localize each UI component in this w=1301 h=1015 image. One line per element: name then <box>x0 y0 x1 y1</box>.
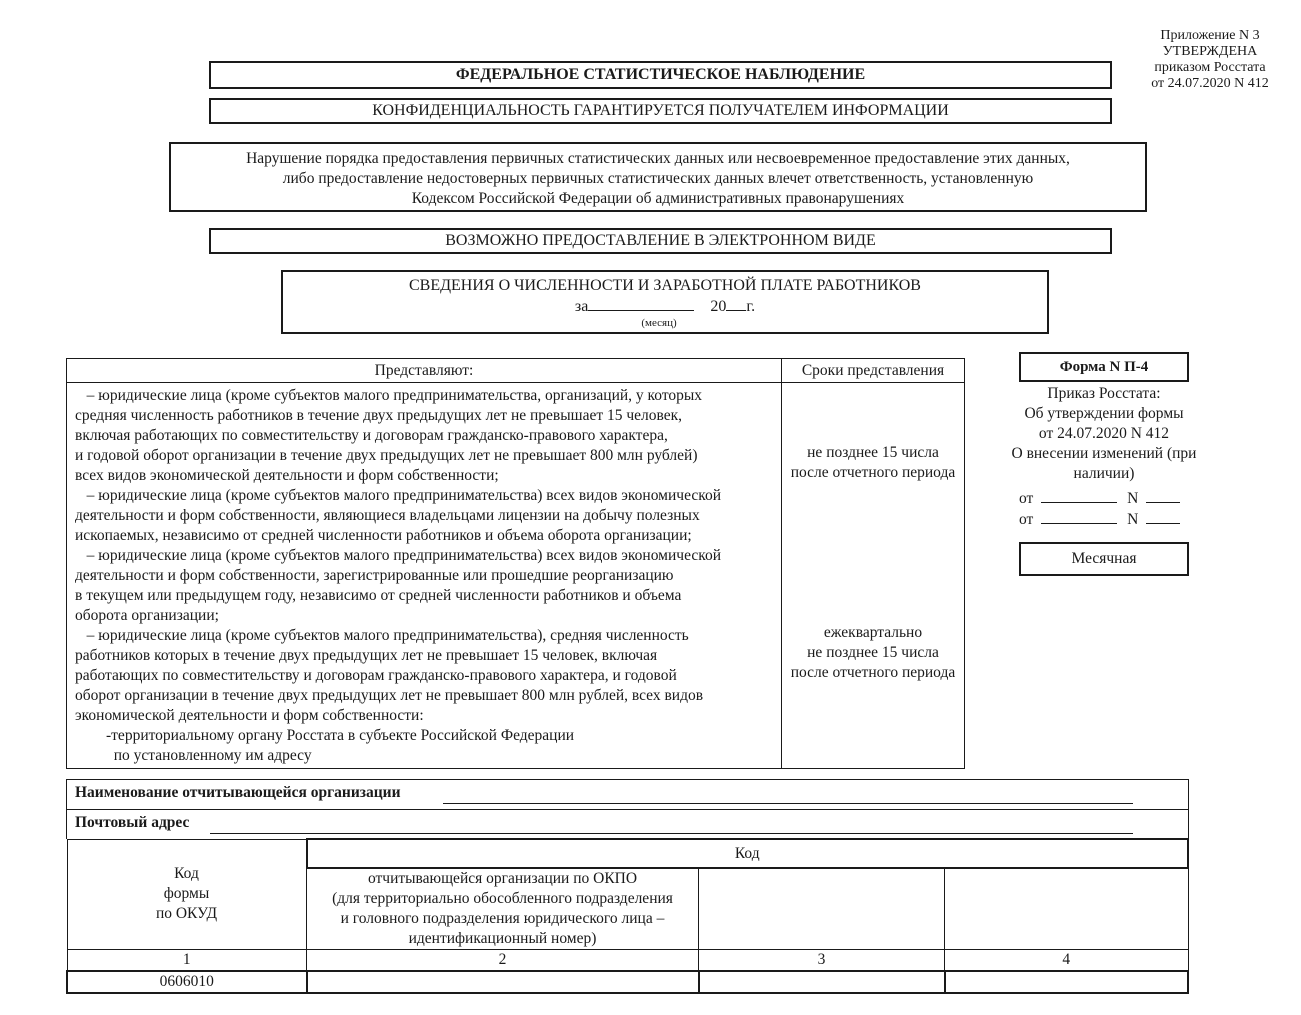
amendment-row-1 <box>1019 488 1189 509</box>
federal-observation-banner <box>209 61 1112 89</box>
who-submits-line: работников которых в течение двух предыдущих лет не превышает 15 человек, включая <box>75 647 658 664</box>
who-submits-line: – юридические лица (кроме субъектов малого предпринимательства) всех видов экономической <box>75 487 721 504</box>
periodicity-box <box>1019 542 1189 576</box>
code-header-cell: Код <box>307 839 1189 868</box>
deadline1-line2: после отчетного периода <box>790 464 956 481</box>
electronic-submission-banner <box>209 228 1112 254</box>
who-submits-line: в текущем или предыдущем году, независимо от средней численности работников и объема <box>75 587 682 604</box>
who-submits-line: деятельности и форм собственности, зарегистрированные или прошедшие реорганизацию <box>75 567 674 584</box>
code-col3-header <box>699 868 945 950</box>
okud-line-2: формы <box>163 885 210 903</box>
confidentiality-banner <box>209 98 1112 124</box>
amendment-number-field-2[interactable] <box>1146 509 1180 524</box>
who-submits-line: – юридические лица (кроме субъектов малого предпринимательства) всех видов экономической <box>75 547 721 564</box>
okpo-line-2: (для территориально обособленного подразделения <box>332 890 673 907</box>
postal-address-field[interactable] <box>210 833 1133 834</box>
who-submits-line: экономической деятельности и форм собственности: <box>75 707 424 724</box>
col-number-4: 4 <box>945 950 1189 972</box>
approval-line-1: Приложение N 3 <box>1160 28 1260 43</box>
amendment-fields <box>1019 488 1189 530</box>
org-name-field[interactable] <box>443 803 1133 804</box>
org-name-row <box>67 780 1188 810</box>
header-deadline: Сроки представления <box>782 359 965 383</box>
col-number-2: 2 <box>307 950 699 972</box>
who-submits-line: – юридические лица (кроме субъектов малого предпринимательства), средняя численность <box>75 627 689 644</box>
approval-stamp <box>1120 28 1300 92</box>
amendment-ot-label: от <box>1019 511 1034 528</box>
approval-line-4: от 24.07.2020 N 412 <box>1151 76 1269 91</box>
who-submits-line: средняя численность работников в течение двух предыдущих лет не превышает 15 человек, <box>75 407 683 424</box>
who-submits-line: оборота организации; <box>75 607 219 624</box>
year-suffix: г. <box>746 298 756 315</box>
changes-line-2: наличии) <box>1073 465 1135 482</box>
who-submits-line: – юридические лица (кроме субъектов малого предпринимательства, организаций, у которых <box>75 387 703 404</box>
year-prefix: 20 <box>710 298 727 315</box>
liability-warning-box <box>169 142 1147 212</box>
organization-section <box>66 779 1189 839</box>
who-submits-line: и годовой оборот организации в течение двух предыдущих лет не превышает 800 млн рублей) <box>75 447 698 464</box>
code-table <box>66 838 1189 994</box>
deadline2-line3: после отчетного периода <box>790 664 956 681</box>
okpo-line-1: отчитывающейся организации по ОКПО <box>367 870 638 887</box>
code-col4-value-field[interactable] <box>945 971 1189 993</box>
amendment-date-field-2[interactable] <box>1041 509 1117 524</box>
amendment-number-field-1[interactable] <box>1146 488 1180 503</box>
code-col3-value-field[interactable] <box>699 971 945 993</box>
year-field[interactable] <box>726 296 746 311</box>
warning-line-1: Нарушение порядка предоставления первичных статистических данных или несвоевременное предоставление этих данных, <box>246 150 1070 167</box>
approval-line-3: приказом Росстата <box>1154 60 1266 75</box>
okpo-line-4: идентификационный номер) <box>408 930 597 947</box>
postal-address-row <box>67 810 1188 839</box>
approval-line-2: УТВЕРЖДЕНА <box>1162 44 1258 59</box>
header-who-submits: Представляют: <box>67 359 782 383</box>
report-period-line <box>283 296 1047 317</box>
amendment-n-label: N <box>1127 490 1139 507</box>
who-submits-line: по установленному им адресу <box>75 747 312 764</box>
who-submits-line: деятельности и форм собственности, являющиеся владельцами лицензии на добычу полезных <box>75 507 700 524</box>
okud-line-3: по ОКУД <box>155 905 218 923</box>
okud-value: 0606010 <box>67 971 307 993</box>
order-line-3: от 24.07.2020 N 412 <box>1038 425 1170 442</box>
col-number-3: 3 <box>699 950 945 972</box>
deadline1-line1: не позднее 15 числа <box>807 444 939 461</box>
confidentiality-text: КОНФИДЕНЦИАЛЬНОСТЬ ГАРАНТИРУЕТСЯ ПОЛУЧАТЕЛЕМ ИНФОРМАЦИИ <box>372 102 949 119</box>
postal-address-label: Почтовый адрес <box>75 814 190 831</box>
electronic-submission-text: ВОЗМОЖНО ПРЕДОСТАВЛЕНИЕ В ЭЛЕКТРОННОМ ВИДЕ <box>445 232 876 249</box>
periodicity: Месячная <box>1071 550 1137 567</box>
amendment-date-field-1[interactable] <box>1041 488 1117 503</box>
warning-line-2: либо предоставление недостоверных первичных статистических данных влечет ответственность, установленную <box>282 170 1034 187</box>
who-submits-line: оборот организации в течение двух предыдущих лет не превышает 800 млн рублей, всех видов <box>75 687 704 704</box>
deadline2-line1: ежеквартально <box>823 624 923 641</box>
form-number: Форма N П-4 <box>1059 358 1149 375</box>
report-title: СВЕДЕНИЯ О ЧИСЛЕННОСТИ И ЗАРАБОТНОЙ ПЛАТЕ РАБОТНИКОВ <box>409 277 921 294</box>
who-submits-line: включая работающих по совместительству и договорам гражданско-правового характера, <box>75 427 668 444</box>
code-col4-header <box>945 868 1189 950</box>
org-name-label: Наименование отчитывающейся организации <box>75 784 401 801</box>
order-line-2: Об утверждении формы <box>1024 405 1184 422</box>
warning-line-3: Кодексом Российской Федерации об административных правонарушениях <box>411 190 905 207</box>
report-title-box <box>281 270 1049 334</box>
who-submits-cell <box>67 383 782 769</box>
who-submits-line: работающих по совместительству и договорам гражданско-правового характера, и годовой <box>75 667 677 684</box>
order-info <box>998 384 1210 484</box>
deadline2-line2: не позднее 15 числа <box>807 644 939 661</box>
who-submits-line: -территориальному органу Росстата в субъекте Российской Федерации <box>75 727 575 744</box>
amendment-ot-label: от <box>1019 490 1034 507</box>
submission-table <box>66 358 965 769</box>
okpo-value-field[interactable] <box>307 971 699 993</box>
who-submits-list <box>75 386 775 766</box>
okpo-line-3: и головного подразделения юридического лица – <box>340 910 665 927</box>
col-number-1: 1 <box>67 950 307 972</box>
order-line-1: Приказ Росстата: <box>1047 385 1161 402</box>
form-number-box <box>1019 352 1189 382</box>
period-za-label: за <box>574 298 589 315</box>
deadline-cell <box>782 383 965 769</box>
amendment-row-2 <box>1019 509 1189 530</box>
okud-header-cell <box>67 839 307 950</box>
who-submits-line: всех видов экономической деятельности и форм собственности; <box>75 467 499 484</box>
month-hint: (месяц) <box>641 317 677 329</box>
changes-line-1: О внесении изменений (при <box>1011 445 1197 462</box>
deadline-monthly <box>782 443 964 483</box>
who-submits-line: ископаемых, независимо от средней численности работников и объема оборота организации; <box>75 527 692 544</box>
okpo-header-cell <box>307 868 699 950</box>
month-field[interactable] <box>588 296 694 311</box>
amendment-n-label: N <box>1127 511 1139 528</box>
deadline-quarterly <box>782 623 964 683</box>
okud-line-1: Код <box>174 865 199 883</box>
federal-observation-text: ФЕДЕРАЛЬНОЕ СТАТИСТИЧЕСКОЕ НАБЛЮДЕНИЕ <box>455 66 866 83</box>
